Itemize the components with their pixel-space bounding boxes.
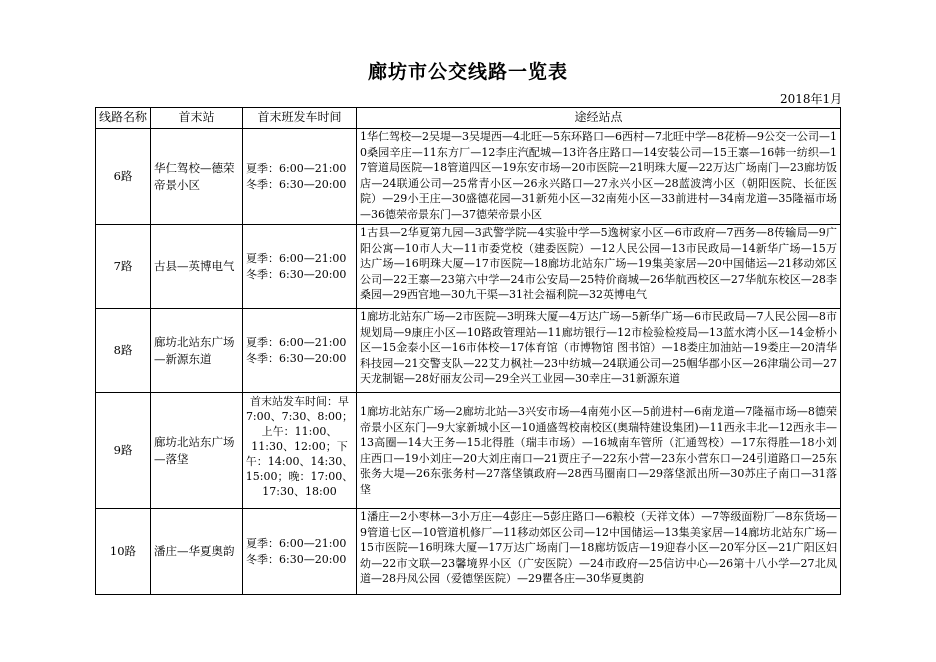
header-stops: 途经站点 (357, 108, 841, 129)
time-line: 夏季：6:00—21:00 (246, 162, 347, 175)
route-times (243, 129, 357, 225)
time-line: 夏季：6:00—21:00 (246, 537, 347, 550)
table-row (96, 129, 841, 225)
time-line: 首末站发车时间：早7:00、7:30、8:00；上午：11:00、11:30、12:00；下午：14:00、14:30、15:00；晚：17:00、17:30、18:00 (245, 395, 354, 498)
route-times (243, 225, 357, 309)
stops-text: 1华仁驾校—2吴堤—3吴堤西—4北旺—5东环路口—6西村—7北旺中学—8花桥—9公交一公司—10桑园辛庄—11东方厂—12李庄汽配城—13许各庄路口—14安装公司—15王寨—16韩一纺织—17管道局医院—18管道四区—19东安市场—20市医院—21明珠大厦—22万达广场南门—23廊坊饭店—24联通公司—25常青小区—26永兴路口—27永兴小区—28蓝波湾小区（朝阳医院、长征医院）—29小王庄—30盛德花园—31新苑小区—32南苑小区—33前进村—34南龙道—35隆福市场—36德荣帝景东门—37德荣帝景小区 (360, 130, 837, 221)
time-line: 夏季：6:00—21:00 (246, 336, 347, 349)
stops-text: 1古县—2华夏第九园—3武警学院—4实验中学—5逸树家小区—6市政府—7西务—8传输局—9广阳公寓—10市人大—11市委党校（建委医院）—12人民公园—13市民政局—14新华广场—15万达广场—16明珠大厦—17市医院—18廊坊北站东广场—19集美家居—20中国储运—21移动郊区公司—22王寨—23第六中学—24市公安局—25特价商城—26华航西校区—27华航东校区—28李桑园—29西官地—30九干渠—31社会福利院—32英博电气 (360, 226, 837, 301)
time-line: 冬季：6:30—20:00 (246, 351, 347, 365)
date-label: 2018年1月 (780, 92, 843, 106)
header-terminals: 首末站 (151, 108, 243, 129)
stops-text: 1廊坊北站东广场—2市医院—3明珠大厦—4万达广场—5新华广场—6市民政局—7人民公园—8市规划局—9康庄小区—10路政管理站—11廊坊银行—12市检验检疫局—13蓝水湾小区—14金桥小区—15金泰小区—16市体校—17体育馆（市博物馆 图书馆）—18娄庄加油站—19娄庄—20清华科技园—21交警支队—22艾力枫社—23中纺城—24联通公司—25帼华郡小区—26津瑞公司—27天龙制锯—28好丽友公司—29全兴工业园—30幸庄—31新源东道 (360, 310, 837, 385)
route-terminals: 华仁驾校—德荣帝景小区 (151, 129, 243, 225)
route-stops (357, 309, 841, 393)
table-row (96, 509, 841, 595)
route-name: 6路 (96, 129, 151, 225)
header-times: 首末班发车时间 (243, 108, 357, 129)
route-name: 9路 (96, 393, 151, 509)
table-row (96, 225, 841, 309)
route-terminals: 廊坊北站东广场—落垡 (151, 393, 243, 509)
time-line: 冬季：6:30—20:00 (246, 267, 347, 281)
route-times (243, 309, 357, 393)
header-route: 线路名称 (96, 108, 151, 129)
route-table (95, 107, 841, 595)
stops-text: 1廊坊北站东广场—2廊坊北站—3兴安市场—4南苑小区—5前进村—6南龙道—7隆福市场—8德荣帝景小区东门—9大家新城小区—10通盛驾校南校区(奥瑞特建设集团)—11西永丰北—12西永丰—13高圈—14大王务—15北得胜（瑞丰市场）—16城南车管所（汇通驾校）—17东得胜—18小刘庄西口—19小刘庄—20大刘庄南口—21贾庄子—22东小营—23东小营东口—24引道路口—25东张务大堤—26东张务村—27落垡镇政府—28西马圈南口—29落垡派出所—30苏庄子南口—31落垡 (360, 405, 837, 496)
route-terminals: 古县—英博电气 (151, 225, 243, 309)
route-terminals: 廊坊北站东广场—新源东道 (151, 309, 243, 393)
route-name: 10路 (96, 509, 151, 595)
table-row (96, 393, 841, 509)
route-stops (357, 129, 841, 225)
table-row (96, 309, 841, 393)
page-title: 廊坊市公交线路一览表 (367, 61, 568, 83)
time-line: 冬季：6:30—20:00 (246, 552, 347, 566)
route-times (243, 393, 357, 509)
route-stops (357, 393, 841, 509)
table-header-row (96, 108, 841, 129)
route-stops (357, 509, 841, 595)
time-line: 夏季：6:00—21:00 (246, 252, 347, 265)
route-name: 8路 (96, 309, 151, 393)
route-stops (357, 225, 841, 309)
stops-text: 1潘庄—2小枣林—3小万庄—4彭庄—5彭庄路口—6粮校（天祥文体）—7等级面粉厂—8东货场—9管道七区—10管道机修厂—11移动郊区公司—12中国储运—13集美家居—14廊坊北站东广场—15市医院—16明珠大厦—17万达广场南门—18廊坊饭店—19迎春小区—20军分区—21广阳区妇幼—22市文联—23馨境界小区（广安医院）—24市政府—25信访中心—26第十八小学—27北凤道—28丹凤公园（爱德堡医院）—29瞿各庄—30华夏奥韵 (360, 510, 837, 585)
route-name: 7路 (96, 225, 151, 309)
route-terminals: 潘庄—华夏奥韵 (151, 509, 243, 595)
time-line: 冬季：6:30—20:00 (246, 177, 347, 191)
route-times (243, 509, 357, 595)
